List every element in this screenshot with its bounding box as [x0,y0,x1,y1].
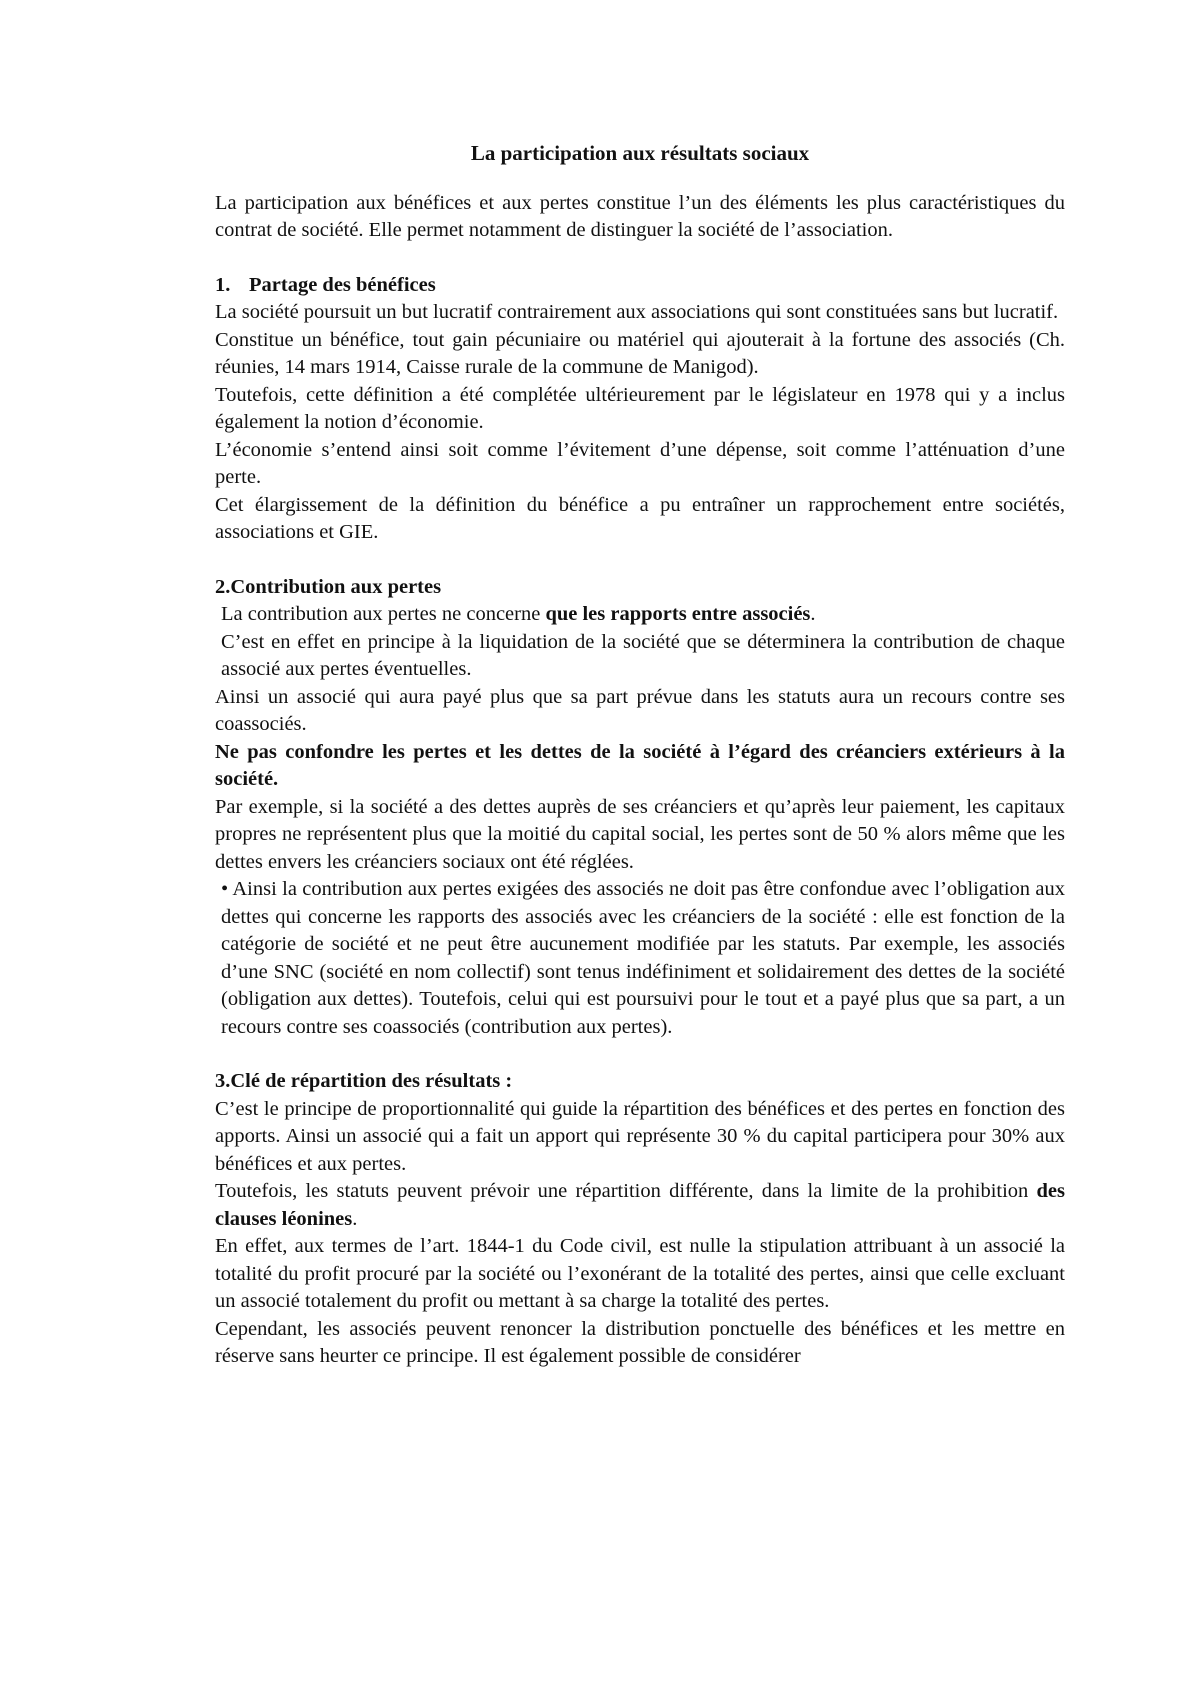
section-1-number: 1. [215,273,231,296]
section-1-paragraph-4: L’économie s’entend ainsi soit comme l’évitement d’une dépense, soit comme l’atténuation d’une perte. [215,438,1065,488]
section-2-paragraph-1 [215,601,1065,629]
spacer [215,1041,1065,1068]
section-3-paragraph-2 [215,1178,1065,1233]
section-2-warning: Ne pas confondre les pertes et les dettes de la société à l’égard des créanciers extérieurs à la société. [215,740,1065,790]
section-2-p1-start: La contribution aux pertes ne concerne [221,603,546,625]
section-2-paragraph-3: Ainsi un associé qui aura payé plus que sa part prévue dans les statuts aura un recours contre ses coassociés. [215,685,1065,735]
section-2-paragraph-2: C’est en effet en principe à la liquidation de la société que se déterminera la contribution de chaque associé aux pertes éventuelles. [221,630,1065,680]
section-1-paragraph-2: Constitue un bénéfice, tout gain pécuniaire ou matériel qui ajouterait à la fortune des associés (Ch. réunies, 14 mars 1914, Caisse rurale de la commune de Manigod). [215,328,1065,378]
section-2-paragraph-6: • Ainsi la contribution aux pertes exigées des associés ne doit pas être confondue avec l’obligation aux dettes qui concerne les rapports des associés avec les créanciers de la société : elle est fonction de la catégorie de société et ne peut être aucunement modifiée par les statuts. Par exemple, les associés d’une SNC (société en nom collectif) sont tenus indéfiniment et solidairement des dettes de la société (obligation aux dettes). Toutefois, celui qui est poursuivi pour le tout et a payé plus que sa part, a un recours contre ses coassociés (contribution aux pertes). [221,878,1065,1038]
section-3-paragraph-1: C’est le principe de proportionnalité qui guide la répartition des bénéfices et des pertes en fonction des apports. Ainsi un associé qui a fait un apport qui représente 30 % du capital participera pour 30% aux bénéfices et aux pertes. [215,1097,1065,1175]
section-3-p2-emphasis: des clauses léonines [215,1180,1065,1230]
section-2-paragraph-5: Par exemple, si la société a des dettes auprès de ses créanciers et qu’après leur paiement, les capitaux propres ne représentent plus que la moitié du capital social, les pertes sont de 50 % alors même que les dettes envers les créanciers sociaux ont été réglées. [215,795,1065,873]
document-title: La participation aux résultats sociaux [470,141,810,165]
section-2-p1-emphasis: que les rapports entre associés [545,603,811,625]
section-3-paragraph-4: Cependant, les associés peuvent renoncer la distribution ponctuelle des bénéfices et les mettre en réserve sans heurter ce principe. Il est également possible de considérer [215,1317,1065,1367]
section-2-p1-end: . [810,603,816,625]
section-1-paragraph-5: Cet élargissement de la définition du bénéfice a pu entraîner un rapprochement entre sociétés, associations et GIE. [215,493,1065,543]
section-3-p2-start: Toutefois, les statuts peuvent prévoir une répartition différente, dans la limite de la prohibition [215,1180,1037,1202]
section-3-heading: 3.Clé de répartition des résultats : [215,1070,513,1092]
section-1-paragraph-1: La société poursuit un but lucratif contrairement aux associations qui sont constituées sans but lucratif. [215,301,1059,323]
document-page [215,140,1065,1371]
intro-paragraph: La participation aux bénéfices et aux pertes constitue l’un des éléments les plus caractéristiques du contrat de société. Elle permet notamment de distinguer la société de l’association. [215,191,1065,241]
section-3-p2-end: . [352,1207,358,1230]
spacer [215,245,1065,272]
section-3-paragraph-3: En effet, aux termes de l’art. 1844-1 du Code civil, est nulle la stipulation attribuant à un associé la totalité du profit procuré par la société ou l’exonérant de la totalité des pertes, ainsi que celle excluant un associé totalement du profit ou mettant à sa charge la totalité des pertes. [215,1235,1065,1312]
section-1-heading [215,272,1065,300]
spacer [215,547,1065,574]
section-1-heading-text: Partage des bénéfices [249,273,436,296]
section-1-paragraph-3: Toutefois, cette définition a été complétée ultérieurement par le législateur en 1978 qui y a inclus également la notion d’économie. [215,383,1065,433]
section-2-heading: 2.Contribution aux pertes [215,575,442,598]
